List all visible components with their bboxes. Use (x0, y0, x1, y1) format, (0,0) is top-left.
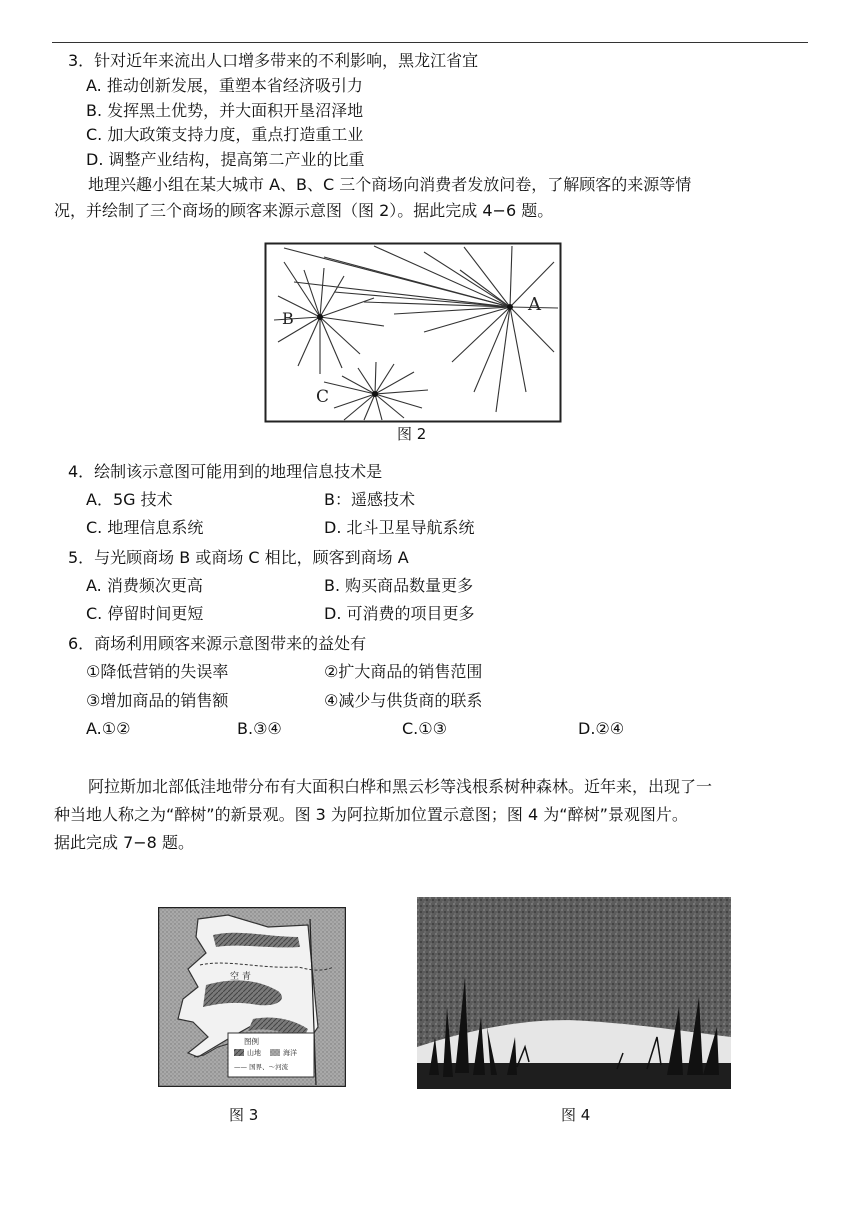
q5-option-c: C. 停留时间更短 (86, 604, 204, 623)
q6-item-2: ②扩大商品的销售范围 (324, 662, 483, 681)
figure-3-alaska-location-map (158, 907, 346, 1087)
map-label: 空 青 (230, 972, 251, 982)
q6-option-a: A.①② (86, 719, 131, 738)
figure-4-drunken-trees-photo (417, 897, 731, 1089)
q5-option-d: D. 可消费的项目更多 (324, 604, 475, 623)
mall-a-label: A (528, 294, 541, 315)
q4-option-a: A．5G 技术 (86, 490, 173, 509)
q6-stem: 6．商场利用顾客来源示意图带来的益处有 (68, 634, 367, 653)
mall-c-point (372, 391, 378, 397)
intro1-line2: 况，并绘制了三个商场的顾客来源示意图（图 2）。据此完成 4−6 题。 (54, 201, 554, 220)
q6-item-3: ③增加商品的销售额 (86, 691, 229, 710)
q6-item-4: ④减少与供货商的联系 (324, 691, 483, 710)
figure-2-caption: 图 2 (397, 425, 427, 443)
q4-option-d: D. 北斗卫星导航系统 (324, 518, 475, 537)
mall-b-label: B (282, 309, 294, 328)
q4-option-b: B：遥感技术 (324, 490, 415, 509)
figure-2-customer-origin-diagram (264, 242, 562, 424)
legend-lines-label: —— 国界、～河流 (234, 1063, 289, 1071)
q4-option-c: C. 地理信息系统 (86, 518, 204, 537)
q3-option-a: A. 推动创新发展，重塑本省经济吸引力 (86, 76, 363, 95)
intro1-line1: 地理兴趣小组在某大城市 A、B、C 三个商场向消费者发放问卷，了解顾客的来源等情 (88, 175, 692, 194)
q4-stem: 4．绘制该示意图可能用到的地理信息技术是 (68, 462, 383, 481)
q6-option-b: B.③④ (237, 719, 282, 738)
legend-mountain-swatch (234, 1049, 244, 1056)
header-rule (52, 42, 808, 43)
q6-item-1: ①降低营销的失误率 (86, 662, 229, 681)
q5-option-b: B. 购买商品数量更多 (324, 576, 474, 595)
q6-option-c: C.①③ (402, 719, 447, 738)
intro2-line2: 种当地人称之为“醉树”的新景观。图 3 为阿拉斯加位置示意图；图 4 为“醉树”景观图片。 (54, 805, 688, 824)
q5-stem: 5．与光顾商场 B 或商场 C 相比，顾客到商场 A (68, 548, 409, 567)
legend-title: 图例 (244, 1037, 259, 1046)
legend-mountain-label: 山地 (247, 1049, 261, 1057)
mall-c-label: C (316, 387, 330, 407)
q3-option-b: B. 发挥黑土优势，并大面积开垦沼泽地 (86, 101, 364, 120)
figure-3-caption: 图 3 (229, 1106, 259, 1124)
mall-a-point (507, 304, 513, 310)
legend-sea-swatch (270, 1049, 280, 1056)
q3-option-c: C. 加大政策支持力度，重点打造重工业 (86, 125, 364, 144)
intro2-line3: 据此完成 7−8 题。 (54, 833, 194, 852)
q3-stem: 3．针对近年来流出人口增多带来的不利影响，黑龙江省宜 (68, 51, 479, 70)
q5-option-a: A. 消费频次更高 (86, 576, 203, 595)
q6-option-d: D.②④ (578, 719, 625, 738)
legend-sea-label: 海洋 (283, 1049, 297, 1057)
figure-4-caption: 图 4 (561, 1106, 591, 1124)
q3-option-d: D. 调整产业结构，提高第二产业的比重 (86, 150, 365, 169)
intro2-line1: 阿拉斯加北部低洼地带分布有大面积白桦和黑云杉等浅根系树种森林。近年来，出现了一 (88, 777, 713, 796)
mall-b-point (317, 314, 323, 320)
